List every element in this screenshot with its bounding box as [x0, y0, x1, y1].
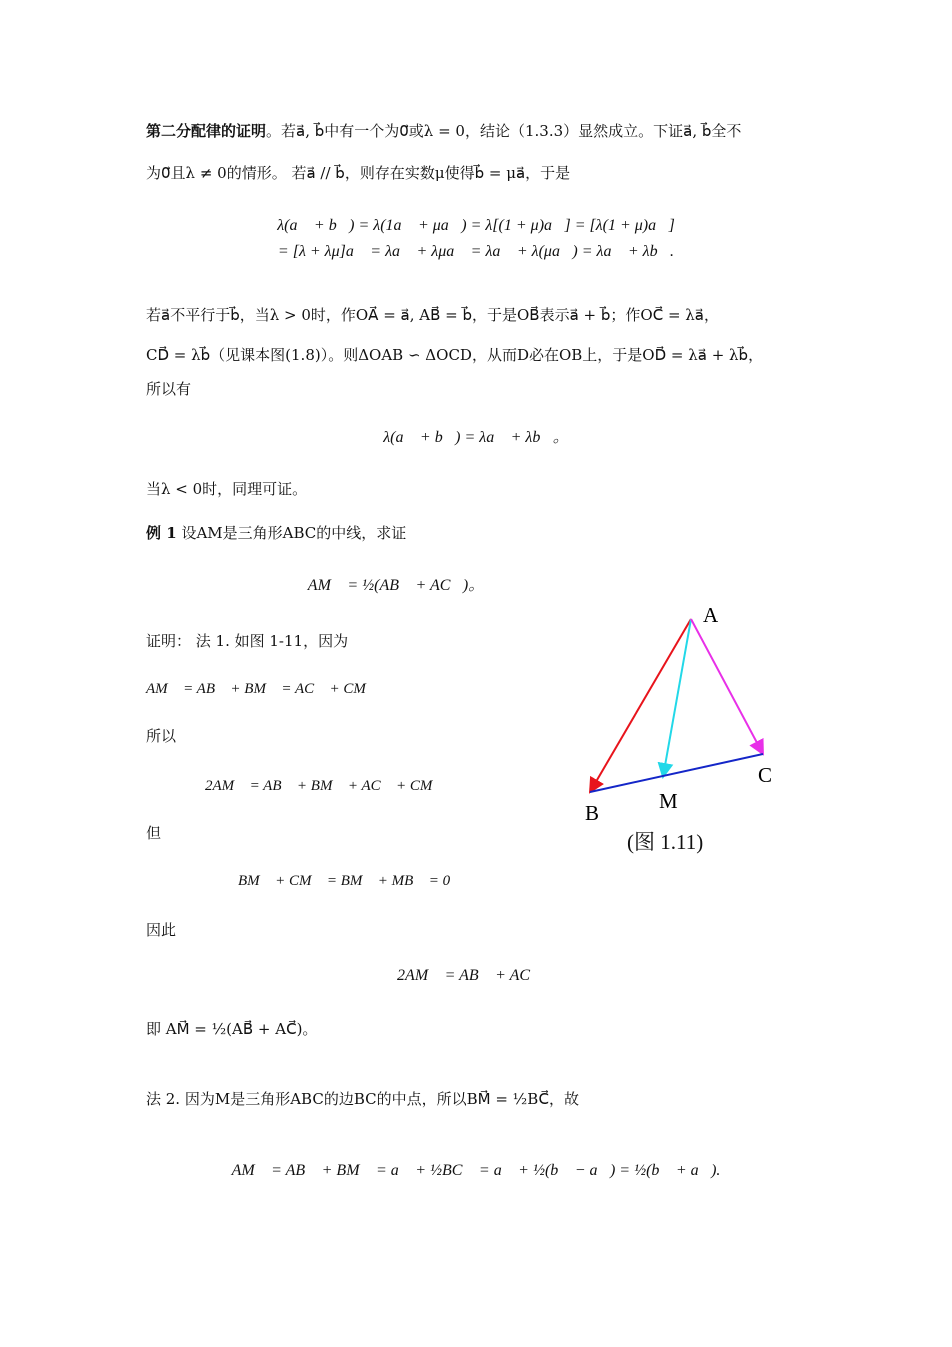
- equation-6: 2AM⃗ = AB⃗ + BM⃗ + AC⃗ + CM⃗，: [205, 778, 456, 794]
- paragraph-1: [146, 120, 741, 142]
- equation-3: λ(a⃗ + b⃗) = λa⃗ + λb⃗。: [383, 429, 569, 446]
- triangle-figure: [570, 600, 810, 860]
- figure-caption: (图 1.11): [627, 830, 704, 854]
- label-a: A: [703, 603, 719, 627]
- vector-ac: [691, 619, 763, 754]
- paragraph-10: 即 AM⃗ = ½(AB⃗ + AC⃗)。: [146, 1020, 318, 1038]
- example-1: [146, 522, 406, 544]
- paragraph-11: 法 2. 因为M是三角形ABC的边BC的中点，所以BM⃗ = ½BC⃗，故: [146, 1090, 579, 1108]
- segment-bc: [590, 754, 763, 792]
- equation-2: = [λ + λμ]a⃗ = λa⃗ + λμa⃗ = λa⃗ + λ(μa⃗) = λa⃗ + λb⃗.: [277, 243, 675, 260]
- paragraph-5: 所以有: [146, 380, 192, 398]
- label-c: C: [758, 763, 773, 787]
- proof-intro: 证明： 法 1. 如图 1-11，因为: [146, 632, 349, 650]
- section-heading: 第二分配律的证明: [146, 122, 267, 140]
- paragraph-9: 因此: [146, 921, 177, 939]
- paragraph-6: 当λ < 0时，同理可证。: [146, 480, 308, 498]
- example-label: 例 1: [146, 524, 177, 542]
- paragraph-2: 为0⃗且λ ≠ 0的情形。 若a⃗ // b⃗，则存在实数μ使得b⃗ = μa⃗，于是: [146, 164, 571, 182]
- equation-7: BM⃗ + CM⃗ = BM⃗ + MB⃗ = 0⃗，: [238, 873, 474, 889]
- equation-1: λ(a⃗ + b⃗) = λ(1a⃗ + μa⃗) = λ[(1 + μ)a⃗] = [λ(1 + μ)a⃗]: [277, 217, 675, 234]
- paragraph-1-text: 。若a⃗, b⃗中有一个为0⃗或λ = 0，结论（1.3.3）显然成立。下证a⃗, b⃗全不: [266, 122, 742, 140]
- example-text: 设AM是三角形ABC的中线，求证: [176, 524, 407, 542]
- equation-9: AM⃗ = AB⃗ + BM⃗ = a⃗ + ½BC⃗ = a⃗ + ½(b⃗ − a⃗) = ½(b⃗ + a⃗).: [231, 1162, 721, 1179]
- paragraph-7: 所以: [146, 727, 177, 745]
- label-b: B: [585, 801, 600, 825]
- paragraph-4: CD⃗ = λb⃗（见课本图(1.8)）。则ΔOAB ∽ ΔOCD，从而D必在OB上，于是OD⃗ = λa⃗ + λb⃗，: [146, 346, 764, 364]
- paragraph-8: 但: [146, 824, 162, 842]
- paragraph-3: 若a⃗不平行于b⃗，当λ > 0时，作OA⃗ = a⃗, AB⃗ = b⃗，于是OB⃗表示a⃗ + b⃗；作OC⃗ = λa⃗，: [146, 306, 719, 324]
- label-m: M: [659, 789, 678, 813]
- equation-8: 2AM⃗ = AB⃗ + AC⃗，: [397, 967, 555, 984]
- equation-5: AM⃗ = AB⃗ + BM⃗ = AC⃗ + CM⃗，: [146, 681, 390, 697]
- equation-4: AM⃗ = ½(AB⃗ + AC⃗)。: [307, 577, 485, 594]
